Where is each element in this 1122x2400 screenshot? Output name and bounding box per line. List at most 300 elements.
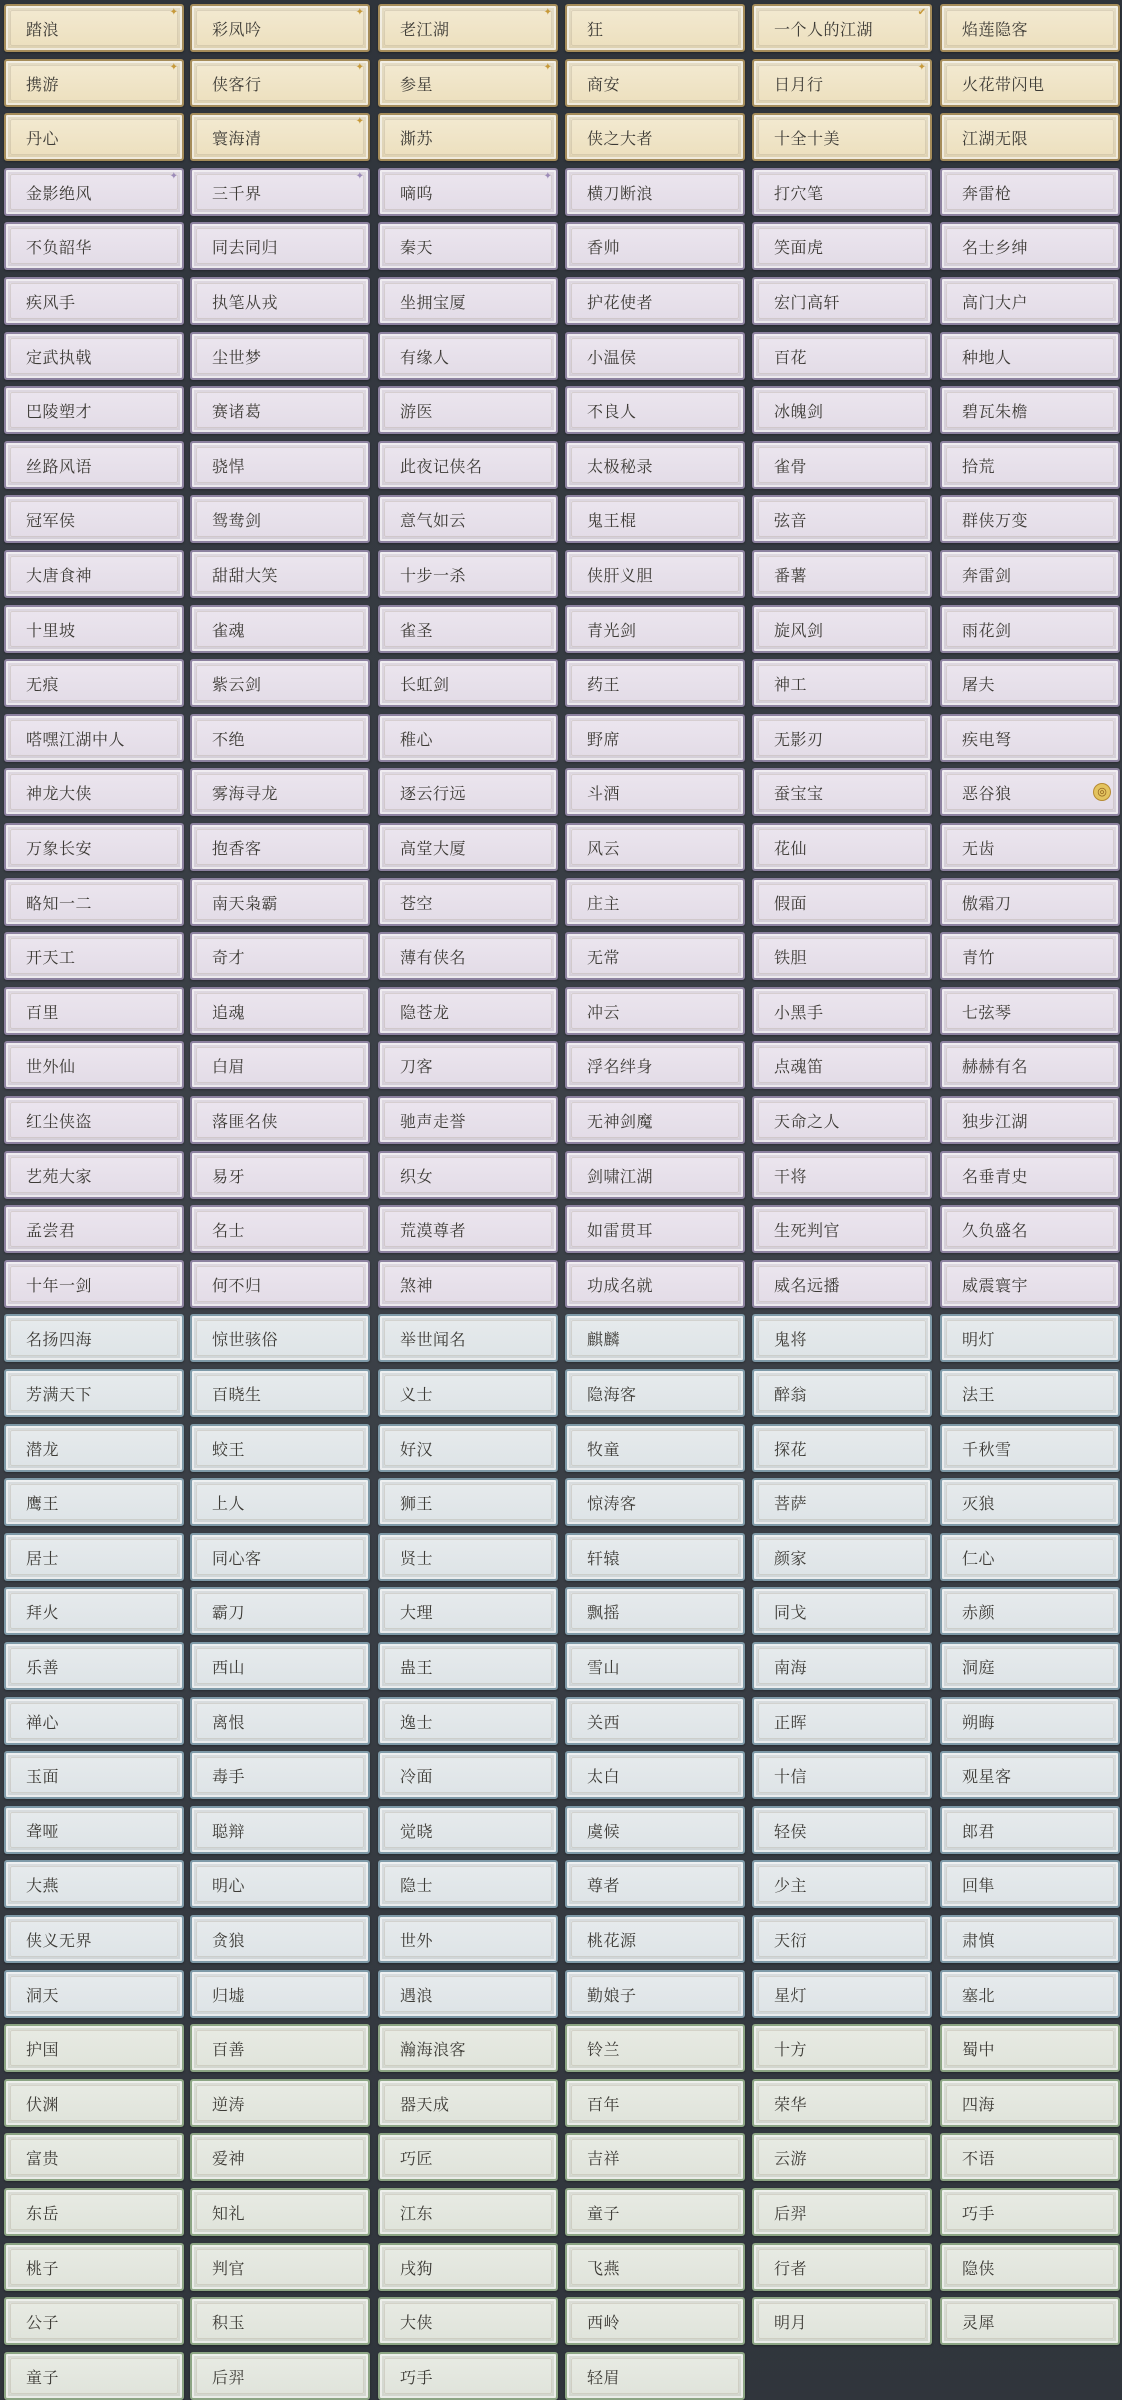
title-cell[interactable] bbox=[4, 168, 184, 216]
title-cell[interactable] bbox=[378, 1151, 558, 1199]
title-cell[interactable] bbox=[378, 2188, 558, 2236]
title-cell[interactable] bbox=[190, 1587, 370, 1635]
title-label: 独步江湖 bbox=[962, 1111, 1029, 1131]
title-cell[interactable] bbox=[940, 1642, 1120, 1690]
title-cell[interactable] bbox=[4, 386, 184, 434]
title-cell[interactable] bbox=[752, 714, 932, 762]
title-cell[interactable] bbox=[752, 1369, 932, 1417]
title-cell[interactable] bbox=[4, 1587, 184, 1635]
title-cell[interactable] bbox=[378, 1970, 558, 2018]
title-cell[interactable] bbox=[190, 1205, 370, 1253]
title-cell[interactable] bbox=[190, 59, 370, 107]
title-cell[interactable] bbox=[190, 441, 370, 489]
title-cell[interactable] bbox=[565, 1424, 745, 1472]
title-label: 落匪名侠 bbox=[212, 1111, 279, 1131]
title-label: 轩辕 bbox=[587, 1548, 621, 1568]
title-cell[interactable] bbox=[940, 1314, 1120, 1362]
title-cell[interactable] bbox=[378, 878, 558, 926]
title-cell[interactable] bbox=[565, 1205, 745, 1253]
title-cell[interactable] bbox=[752, 222, 932, 270]
title-label: 青光剑 bbox=[587, 620, 637, 640]
title-cell[interactable] bbox=[940, 1151, 1120, 1199]
title-cell[interactable] bbox=[752, 168, 932, 216]
title-cell[interactable] bbox=[190, 1478, 370, 1526]
title-cell[interactable] bbox=[4, 605, 184, 653]
title-cell[interactable] bbox=[190, 1970, 370, 2018]
title-cell[interactable] bbox=[565, 1915, 745, 1963]
title-cell[interactable] bbox=[378, 332, 558, 380]
title-cell[interactable] bbox=[940, 1915, 1120, 1963]
title-cell[interactable] bbox=[190, 2243, 370, 2291]
title-cell[interactable] bbox=[752, 2133, 932, 2181]
title-cell[interactable] bbox=[565, 768, 745, 816]
title-cell[interactable] bbox=[4, 222, 184, 270]
corner-star-icon: ✦ bbox=[355, 116, 364, 127]
title-cell[interactable] bbox=[190, 1915, 370, 1963]
title-cell[interactable] bbox=[378, 1424, 558, 1472]
title-cell[interactable] bbox=[565, 2297, 745, 2345]
title-cell[interactable] bbox=[752, 2024, 932, 2072]
title-cell[interactable] bbox=[565, 1970, 745, 2018]
title-label: 野席 bbox=[587, 729, 621, 749]
title-cell[interactable] bbox=[378, 987, 558, 1035]
title-cell[interactable] bbox=[378, 1369, 558, 1417]
title-cell[interactable] bbox=[940, 2297, 1120, 2345]
title-cell[interactable] bbox=[940, 1478, 1120, 1526]
title-cell[interactable] bbox=[940, 113, 1120, 161]
title-cell[interactable] bbox=[4, 2079, 184, 2127]
title-cell[interactable] bbox=[4, 2188, 184, 2236]
title-cell[interactable] bbox=[378, 1260, 558, 1308]
title-cell[interactable] bbox=[940, 2024, 1120, 2072]
title-cell[interactable] bbox=[752, 1041, 932, 1089]
title-cell[interactable] bbox=[190, 2352, 370, 2400]
title-cell[interactable] bbox=[190, 550, 370, 598]
title-label: 铁胆 bbox=[774, 947, 808, 967]
title-label: 薄有侠名 bbox=[400, 947, 467, 967]
title-label: 苍空 bbox=[400, 893, 434, 913]
title-cell[interactable] bbox=[752, 495, 932, 543]
title-cell[interactable] bbox=[378, 2297, 558, 2345]
title-cell[interactable] bbox=[190, 1151, 370, 1199]
title-cell[interactable] bbox=[378, 277, 558, 325]
title-cell[interactable] bbox=[4, 1369, 184, 1417]
title-cell[interactable] bbox=[4, 1478, 184, 1526]
title-cell[interactable] bbox=[378, 1478, 558, 1526]
title-cell[interactable] bbox=[752, 1915, 932, 1963]
title-cell[interactable] bbox=[4, 878, 184, 926]
title-cell[interactable] bbox=[4, 1860, 184, 1908]
title-label: 义士 bbox=[400, 1384, 434, 1404]
title-label: 骁悍 bbox=[212, 456, 246, 476]
title-cell[interactable] bbox=[190, 2297, 370, 2345]
title-cell[interactable] bbox=[4, 2243, 184, 2291]
title-cell[interactable] bbox=[752, 1314, 932, 1362]
title-cell[interactable] bbox=[4, 1424, 184, 1472]
title-cell[interactable] bbox=[565, 1697, 745, 1745]
title-cell[interactable] bbox=[378, 768, 558, 816]
title-cell[interactable] bbox=[565, 1096, 745, 1144]
title-cell[interactable] bbox=[190, 932, 370, 980]
title-cell[interactable] bbox=[565, 878, 745, 926]
title-label: 意气如云 bbox=[400, 510, 467, 530]
title-cell[interactable] bbox=[940, 2079, 1120, 2127]
title-cell[interactable] bbox=[190, 714, 370, 762]
title-cell[interactable] bbox=[752, 659, 932, 707]
title-cell[interactable] bbox=[752, 1970, 932, 2018]
title-cell[interactable] bbox=[940, 1041, 1120, 1089]
title-cell[interactable] bbox=[378, 113, 558, 161]
title-cell[interactable] bbox=[940, 59, 1120, 107]
title-cell[interactable] bbox=[940, 1806, 1120, 1854]
title-cell[interactable] bbox=[190, 113, 370, 161]
title-cell[interactable] bbox=[565, 1478, 745, 1526]
title-cell[interactable] bbox=[565, 1860, 745, 1908]
title-cell[interactable] bbox=[565, 2188, 745, 2236]
title-cell[interactable] bbox=[752, 2243, 932, 2291]
title-cell[interactable] bbox=[565, 168, 745, 216]
title-cell[interactable] bbox=[190, 2079, 370, 2127]
title-cell[interactable] bbox=[752, 59, 932, 107]
title-cell[interactable] bbox=[190, 386, 370, 434]
title-cell[interactable] bbox=[940, 1587, 1120, 1635]
title-label: 易牙 bbox=[212, 1166, 246, 1186]
title-cell[interactable] bbox=[190, 168, 370, 216]
title-cell[interactable] bbox=[752, 332, 932, 380]
title-cell[interactable] bbox=[752, 1806, 932, 1854]
title-cell[interactable] bbox=[940, 878, 1120, 926]
title-label: 番薯 bbox=[774, 565, 808, 585]
title-cell[interactable] bbox=[378, 2024, 558, 2072]
title-cell[interactable] bbox=[4, 823, 184, 871]
title-cell[interactable] bbox=[378, 550, 558, 598]
title-cell[interactable] bbox=[565, 4, 745, 52]
title-cell[interactable] bbox=[565, 2133, 745, 2181]
title-cell[interactable] bbox=[378, 1041, 558, 1089]
title-cell[interactable] bbox=[4, 1205, 184, 1253]
title-cell[interactable] bbox=[752, 1478, 932, 1526]
title-cell[interactable] bbox=[565, 1587, 745, 1635]
title-cell[interactable] bbox=[565, 659, 745, 707]
title-cell[interactable] bbox=[565, 332, 745, 380]
title-cell[interactable] bbox=[378, 659, 558, 707]
title-cell[interactable] bbox=[190, 2024, 370, 2072]
title-cell[interactable] bbox=[752, 4, 932, 52]
title-cell[interactable] bbox=[940, 332, 1120, 380]
title-cell[interactable] bbox=[378, 168, 558, 216]
title-cell[interactable] bbox=[378, 386, 558, 434]
title-cell[interactable] bbox=[378, 2243, 558, 2291]
title-cell[interactable] bbox=[190, 1697, 370, 1745]
title-cell[interactable] bbox=[190, 277, 370, 325]
title-label: 刀客 bbox=[400, 1056, 434, 1076]
title-cell[interactable] bbox=[378, 1587, 558, 1635]
title-cell[interactable] bbox=[190, 987, 370, 1035]
title-cell[interactable] bbox=[4, 1260, 184, 1308]
title-cell[interactable] bbox=[752, 605, 932, 653]
title-label: 蛟王 bbox=[212, 1439, 246, 1459]
title-cell[interactable] bbox=[378, 222, 558, 270]
title-cell[interactable] bbox=[4, 987, 184, 1035]
title-cell[interactable] bbox=[4, 495, 184, 543]
title-cell[interactable] bbox=[752, 1751, 932, 1799]
title-cell[interactable] bbox=[752, 1697, 932, 1745]
corner-star-icon: ✦ bbox=[543, 171, 552, 182]
title-cell[interactable] bbox=[940, 168, 1120, 216]
title-cell[interactable] bbox=[190, 1096, 370, 1144]
title-cell[interactable] bbox=[752, 277, 932, 325]
title-cell[interactable] bbox=[752, 878, 932, 926]
title-cell[interactable] bbox=[4, 768, 184, 816]
title-cell[interactable] bbox=[378, 495, 558, 543]
title-cell[interactable] bbox=[752, 1424, 932, 1472]
title-cell[interactable] bbox=[940, 987, 1120, 1035]
title-cell[interactable] bbox=[940, 550, 1120, 598]
title-cell[interactable] bbox=[4, 1151, 184, 1199]
title-cell[interactable] bbox=[4, 2297, 184, 2345]
title-cell[interactable] bbox=[4, 1096, 184, 1144]
title-cell[interactable] bbox=[190, 878, 370, 926]
title-cell[interactable] bbox=[4, 1314, 184, 1362]
title-cell[interactable] bbox=[940, 2188, 1120, 2236]
title-cell[interactable] bbox=[378, 2079, 558, 2127]
title-cell[interactable] bbox=[752, 932, 932, 980]
title-cell[interactable] bbox=[4, 1915, 184, 1963]
title-cell[interactable] bbox=[940, 495, 1120, 543]
title-cell[interactable] bbox=[940, 1533, 1120, 1581]
title-cell[interactable] bbox=[565, 1806, 745, 1854]
title-cell[interactable] bbox=[940, 2133, 1120, 2181]
title-cell[interactable] bbox=[565, 1751, 745, 1799]
title-cell[interactable] bbox=[378, 2133, 558, 2181]
title-cell[interactable] bbox=[4, 1806, 184, 1854]
title-cell[interactable] bbox=[752, 1587, 932, 1635]
title-cell[interactable] bbox=[190, 1314, 370, 1362]
title-cell[interactable] bbox=[190, 495, 370, 543]
title-cell[interactable] bbox=[378, 932, 558, 980]
title-cell[interactable] bbox=[4, 59, 184, 107]
title-cell[interactable] bbox=[190, 1533, 370, 1581]
title-label: 南天枭霸 bbox=[212, 893, 279, 913]
title-cell[interactable] bbox=[565, 2024, 745, 2072]
title-cell[interactable] bbox=[565, 1642, 745, 1690]
title-cell[interactable] bbox=[4, 1533, 184, 1581]
title-cell[interactable] bbox=[940, 1697, 1120, 1745]
title-cell[interactable] bbox=[940, 768, 1120, 816]
title-cell[interactable] bbox=[190, 768, 370, 816]
title-cell[interactable] bbox=[190, 1260, 370, 1308]
title-cell[interactable] bbox=[940, 714, 1120, 762]
title-label: 丹心 bbox=[26, 128, 60, 148]
title-cell[interactable] bbox=[378, 441, 558, 489]
title-cell[interactable] bbox=[378, 1205, 558, 1253]
title-cell[interactable] bbox=[565, 386, 745, 434]
title-cell[interactable] bbox=[752, 550, 932, 598]
title-cell[interactable] bbox=[4, 1970, 184, 2018]
title-cell[interactable] bbox=[4, 659, 184, 707]
title-cell[interactable] bbox=[4, 932, 184, 980]
title-label: 神工 bbox=[774, 674, 808, 694]
title-cell[interactable] bbox=[565, 1314, 745, 1362]
title-cell[interactable] bbox=[190, 222, 370, 270]
title-cell[interactable] bbox=[752, 823, 932, 871]
title-cell[interactable] bbox=[940, 605, 1120, 653]
title-cell[interactable] bbox=[378, 714, 558, 762]
title-cell[interactable] bbox=[565, 1369, 745, 1417]
title-cell[interactable] bbox=[940, 222, 1120, 270]
title-cell[interactable] bbox=[4, 714, 184, 762]
title-cell[interactable] bbox=[4, 1751, 184, 1799]
title-label: 菩萨 bbox=[774, 1493, 808, 1513]
title-cell[interactable] bbox=[565, 1041, 745, 1089]
title-cell[interactable] bbox=[752, 1096, 932, 1144]
title-label: 飞燕 bbox=[587, 2258, 621, 2278]
title-cell[interactable] bbox=[4, 550, 184, 598]
title-cell[interactable] bbox=[940, 1096, 1120, 1144]
title-cell[interactable] bbox=[565, 113, 745, 161]
title-cell[interactable] bbox=[940, 932, 1120, 980]
title-cell[interactable] bbox=[940, 1369, 1120, 1417]
title-label: 横刀断浪 bbox=[587, 183, 654, 203]
title-cell[interactable] bbox=[940, 277, 1120, 325]
title-cell[interactable] bbox=[4, 332, 184, 380]
title-cell[interactable] bbox=[752, 2297, 932, 2345]
title-label: 大侠 bbox=[400, 2312, 434, 2332]
title-cell[interactable] bbox=[378, 823, 558, 871]
title-label: 旋风剑 bbox=[774, 620, 824, 640]
title-cell[interactable] bbox=[4, 2024, 184, 2072]
title-cell[interactable] bbox=[190, 2133, 370, 2181]
title-cell[interactable] bbox=[752, 1205, 932, 1253]
title-cell[interactable] bbox=[752, 386, 932, 434]
title-cell[interactable] bbox=[752, 1151, 932, 1199]
title-cell[interactable] bbox=[565, 277, 745, 325]
title-cell[interactable] bbox=[378, 1915, 558, 1963]
title-cell[interactable] bbox=[940, 823, 1120, 871]
title-cell[interactable] bbox=[190, 1424, 370, 1472]
title-cell[interactable] bbox=[4, 1041, 184, 1089]
title-cell[interactable] bbox=[940, 386, 1120, 434]
title-cell[interactable] bbox=[565, 2079, 745, 2127]
title-cell[interactable] bbox=[565, 441, 745, 489]
title-cell[interactable] bbox=[565, 932, 745, 980]
title-cell[interactable] bbox=[4, 277, 184, 325]
title-cell[interactable] bbox=[190, 659, 370, 707]
title-cell[interactable] bbox=[190, 605, 370, 653]
title-label: 奔雷剑 bbox=[962, 565, 1012, 585]
title-cell[interactable] bbox=[940, 1260, 1120, 1308]
title-cell[interactable] bbox=[940, 1424, 1120, 1472]
title-cell[interactable] bbox=[752, 1860, 932, 1908]
title-cell[interactable] bbox=[940, 441, 1120, 489]
title-cell[interactable] bbox=[752, 2188, 932, 2236]
title-cell[interactable] bbox=[752, 1533, 932, 1581]
title-cell[interactable] bbox=[378, 1697, 558, 1745]
title-cell[interactable] bbox=[565, 987, 745, 1035]
title-cell[interactable] bbox=[378, 1533, 558, 1581]
title-cell[interactable] bbox=[940, 4, 1120, 52]
title-cell[interactable] bbox=[190, 1751, 370, 1799]
title-cell[interactable] bbox=[565, 1151, 745, 1199]
title-cell[interactable] bbox=[565, 495, 745, 543]
title-cell[interactable] bbox=[752, 1642, 932, 1690]
title-label: 巧匠 bbox=[400, 2148, 434, 2168]
title-cell[interactable] bbox=[940, 659, 1120, 707]
title-cell[interactable] bbox=[190, 332, 370, 380]
title-cell[interactable] bbox=[378, 1314, 558, 1362]
title-label: 屠夫 bbox=[962, 674, 996, 694]
title-cell[interactable] bbox=[4, 2352, 184, 2400]
title-cell[interactable] bbox=[378, 4, 558, 52]
title-cell[interactable] bbox=[752, 113, 932, 161]
title-cell[interactable] bbox=[190, 2188, 370, 2236]
title-cell[interactable] bbox=[940, 1205, 1120, 1253]
title-cell[interactable] bbox=[565, 2243, 745, 2291]
title-cell[interactable] bbox=[752, 1260, 932, 1308]
title-cell[interactable] bbox=[565, 823, 745, 871]
title-cell[interactable] bbox=[378, 1642, 558, 1690]
title-cell[interactable] bbox=[752, 768, 932, 816]
title-label: 冰魄剑 bbox=[774, 401, 824, 421]
title-label: 彩凤吟 bbox=[212, 19, 262, 39]
title-cell[interactable] bbox=[4, 441, 184, 489]
title-cell[interactable] bbox=[4, 113, 184, 161]
title-cell[interactable] bbox=[190, 1369, 370, 1417]
title-label: 毒手 bbox=[212, 1766, 246, 1786]
title-cell[interactable] bbox=[378, 1860, 558, 1908]
title-cell[interactable] bbox=[752, 2079, 932, 2127]
title-label: 判官 bbox=[212, 2258, 246, 2278]
title-cell[interactable] bbox=[940, 1751, 1120, 1799]
title-cell[interactable] bbox=[565, 1533, 745, 1581]
title-cell[interactable] bbox=[378, 2352, 558, 2400]
title-cell[interactable] bbox=[565, 222, 745, 270]
title-cell[interactable] bbox=[378, 1096, 558, 1144]
title-cell[interactable] bbox=[940, 1970, 1120, 2018]
title-cell[interactable] bbox=[752, 441, 932, 489]
title-cell[interactable] bbox=[4, 2133, 184, 2181]
title-label: 桃花源 bbox=[587, 1930, 637, 1950]
title-cell[interactable] bbox=[190, 1860, 370, 1908]
title-cell[interactable] bbox=[378, 1751, 558, 1799]
title-cell[interactable] bbox=[565, 1260, 745, 1308]
title-label: 神龙大侠 bbox=[26, 783, 93, 803]
title-cell[interactable] bbox=[565, 2352, 745, 2400]
title-cell[interactable] bbox=[190, 1806, 370, 1854]
title-label: 药王 bbox=[587, 674, 621, 694]
title-label: 斗酒 bbox=[587, 783, 621, 803]
title-cell[interactable] bbox=[4, 4, 184, 52]
title-cell[interactable] bbox=[190, 4, 370, 52]
title-label: 同戈 bbox=[774, 1602, 808, 1622]
title-cell[interactable] bbox=[190, 1642, 370, 1690]
title-cell[interactable] bbox=[378, 59, 558, 107]
title-cell[interactable] bbox=[565, 714, 745, 762]
title-cell[interactable] bbox=[378, 605, 558, 653]
title-cell[interactable] bbox=[565, 550, 745, 598]
title-cell[interactable] bbox=[190, 823, 370, 871]
title-cell[interactable] bbox=[4, 1697, 184, 1745]
title-cell[interactable] bbox=[752, 987, 932, 1035]
title-cell[interactable] bbox=[4, 1642, 184, 1690]
title-cell[interactable] bbox=[940, 2243, 1120, 2291]
title-cell[interactable] bbox=[565, 59, 745, 107]
title-cell[interactable] bbox=[190, 1041, 370, 1089]
title-cell[interactable] bbox=[565, 605, 745, 653]
title-cell[interactable] bbox=[940, 1860, 1120, 1908]
title-cell[interactable] bbox=[378, 1806, 558, 1854]
title-label: 日月行 bbox=[774, 74, 824, 94]
